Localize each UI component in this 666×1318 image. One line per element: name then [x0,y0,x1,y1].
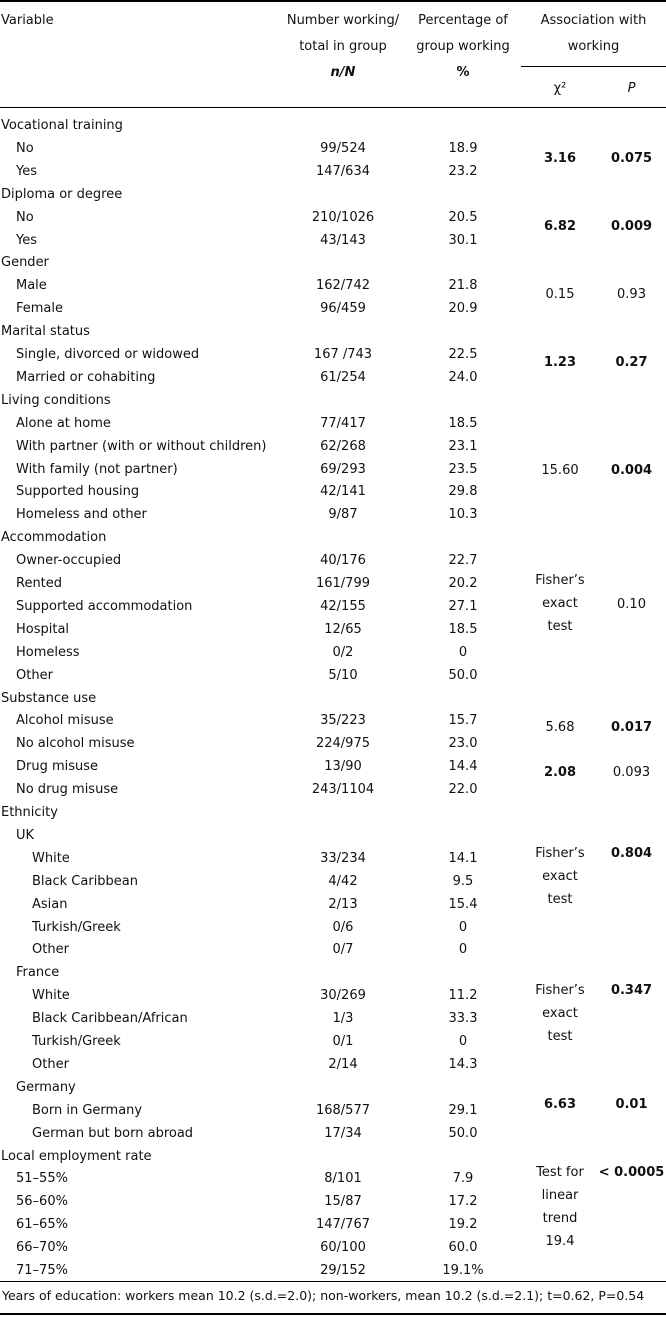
row-label: Female [16,301,64,316]
row-n-value: 15/87 [324,1194,362,1209]
row-label: Germany [16,1080,76,1095]
header-variable: Variable [1,13,54,28]
row-label: Alcohol misuse [16,713,114,728]
row-sublabel: White [32,988,70,1003]
assoc-subrule [521,66,666,67]
row-section-label: Ethnicity [1,805,58,820]
stat-p-uk: 0.804 [610,846,653,861]
row-label: Yes [16,233,37,248]
row-label: Rented [16,576,63,591]
row-n-value: 29/152 [320,1263,366,1278]
row-label: No [16,210,34,225]
stat-test-uk-3: test [547,892,573,907]
stat-chi-diploma: 6.82 [543,219,577,234]
row-pct-value: 20.9 [448,301,478,316]
stat-test-emp-2: linear [541,1188,579,1203]
row-pct-value: 27.1 [448,599,478,614]
row-label: Supported housing [16,484,140,499]
row-n-value: 12/65 [324,622,362,637]
row-pct-value: 18.5 [448,622,478,637]
row-section-label: Marital status [1,324,90,339]
header-n-line1: Number working/ [286,13,400,28]
row-pct-value: 10.3 [448,507,478,522]
header-assoc-line2: working [567,39,620,54]
row-section-label: Vocational training [1,118,123,133]
row-label: Homeless and other [16,507,147,522]
stat-chi-vocational: 3.16 [543,151,577,166]
row-label: 51–55% [16,1171,68,1186]
row-pct-value: 0 [458,920,468,935]
row-label: No alcohol misuse [16,736,135,751]
row-n-value: 210/1026 [311,210,375,225]
header-rule [0,107,666,108]
row-n-value: 62/268 [320,439,366,454]
row-n-value: 224/975 [315,736,370,751]
row-pct-value: 15.4 [448,897,478,912]
stat-p-marital: 0.27 [615,355,648,370]
stat-p-germany: 0.01 [615,1097,648,1112]
row-pct-value: 19.2 [448,1217,478,1232]
row-pct-value: 0 [458,942,468,957]
row-pct-value: 29.1 [448,1103,478,1118]
row-section-label: Substance use [1,691,97,706]
stat-chi-emp: 19.4 [545,1234,575,1249]
row-n-value: 5/10 [328,668,358,683]
row-pct-value: 7.9 [452,1171,474,1186]
row-pct-value: 23.2 [448,164,478,179]
row-pct-value: 29.8 [448,484,478,499]
row-n-value: 0/1 [332,1034,354,1049]
stat-test-uk-2: exact [542,869,578,884]
row-label: Owner-occupied [16,553,122,568]
stat-chi-drug: 2.08 [543,765,577,780]
row-n-value: 60/100 [320,1240,366,1255]
row-pct-value: 18.5 [448,416,478,431]
stat-p-vocational: 0.075 [610,151,653,166]
stat-test-france-2: exact [542,1006,578,1021]
row-sublabel: Black Caribbean/African [32,1011,188,1026]
row-label: 71–75% [16,1263,68,1278]
stat-p-accom: 0.10 [617,597,646,612]
footnote-rule [0,1281,666,1282]
row-sublabel: Black Caribbean [32,874,139,889]
stat-chi-alcohol: 5.68 [545,720,575,735]
stat-chi-gender: 0.15 [545,287,575,302]
row-pct-value: 50.0 [448,1126,478,1141]
row-n-value: 96/459 [320,301,366,316]
footnote: Years of education: workers mean 10.2 (s.d.=2.0); non-workers, mean 10.2 (s.d.=2.1); t=0.62, P=0.54 [2,1288,645,1303]
stat-test-emp-3: trend [542,1211,578,1226]
row-pct-value: 22.5 [448,347,478,362]
row-section-label: Diploma or degree [1,187,123,202]
row-label: Homeless [16,645,80,660]
row-n-value: 13/90 [324,759,362,774]
header-pct-line3: % [456,65,470,80]
row-label: Male [16,278,47,293]
stat-p-france: 0.347 [610,983,653,998]
row-n-value: 147/767 [315,1217,370,1232]
row-pct-value: 21.8 [448,278,478,293]
stat-test-uk-1: Fisher’s [535,846,585,861]
row-pct-value: 24.0 [448,370,478,385]
header-chi: χ² [553,81,567,96]
row-pct-value: 15.7 [448,713,478,728]
stat-test-france-1: Fisher’s [535,983,585,998]
row-sublabel: Other [32,1057,69,1072]
stat-test-accom-1: Fisher’s [535,573,585,588]
row-label: 61–65% [16,1217,68,1232]
row-label: No [16,141,34,156]
stat-p-gender: 0.93 [617,287,646,302]
header-pval: P [627,81,636,96]
row-label: No drug misuse [16,782,119,797]
row-n-value: 161/799 [315,576,370,591]
row-section-label: Gender [1,255,49,270]
stat-chi-living: 15.60 [541,463,579,478]
row-pct-value: 19.1% [442,1263,484,1278]
row-label: Yes [16,164,37,179]
row-n-value: 9/87 [328,507,358,522]
row-pct-value: 30.1 [448,233,478,248]
row-pct-value: 17.2 [448,1194,478,1209]
row-n-value: 43/143 [320,233,366,248]
row-sublabel: Turkish/Greek [32,1034,121,1049]
row-section-label: Living conditions [1,393,111,408]
row-sublabel: German but born abroad [32,1126,194,1141]
row-label: 56–60% [16,1194,68,1209]
row-n-value: 0/6 [332,920,354,935]
row-pct-value: 22.7 [448,553,478,568]
row-label: UK [16,828,35,843]
header-n-line2: total in group [299,39,387,54]
row-n-value: 40/176 [320,553,366,568]
row-n-value: 30/269 [320,988,366,1003]
row-pct-value: 23.1 [448,439,478,454]
stat-p-emp: < 0.0005 [598,1165,665,1180]
stat-p-living: 0.004 [610,463,653,478]
row-sublabel: Turkish/Greek [32,920,121,935]
row-pct-value: 23.0 [448,736,478,751]
row-pct-value: 9.5 [452,874,474,889]
row-n-value: 167 /743 [313,347,373,362]
row-n-value: 42/155 [320,599,366,614]
row-n-value: 17/34 [324,1126,362,1141]
row-n-value: 2/14 [328,1057,358,1072]
row-sublabel: Other [32,942,69,957]
row-pct-value: 20.2 [448,576,478,591]
row-n-value: 243/1104 [311,782,375,797]
row-n-value: 168/577 [315,1103,370,1118]
row-label: With family (not partner) [16,462,178,477]
stat-test-france-3: test [547,1029,573,1044]
top-rule [0,0,666,2]
stat-p-drug: 0.093 [612,765,651,780]
row-pct-value: 22.0 [448,782,478,797]
row-n-value: 8/101 [324,1171,362,1186]
row-n-value: 0/7 [332,942,354,957]
row-n-value: 42/141 [320,484,366,499]
row-pct-value: 0 [458,645,468,660]
stat-test-accom-2: exact [542,596,578,611]
row-label: Married or cohabiting [16,370,156,385]
row-sublabel: Born in Germany [32,1103,143,1118]
stat-p-alcohol: 0.017 [610,720,653,735]
row-pct-value: 20.5 [448,210,478,225]
row-label: Drug misuse [16,759,99,774]
header-pct-line1: Percentage of [418,13,508,28]
row-n-value: 2/13 [328,897,358,912]
row-label: Other [16,668,53,683]
row-label: Single, divorced or widowed [16,347,200,362]
row-pct-value: 11.2 [448,988,478,1003]
stat-test-emp-1: Test for [536,1165,584,1180]
row-n-value: 99/524 [320,141,366,156]
stat-chi-marital: 1.23 [543,355,577,370]
header-n-line3: n/N [330,65,356,80]
row-label: Supported accommodation [16,599,193,614]
bottom-rule [0,1313,666,1315]
row-pct-value: 18.9 [448,141,478,156]
row-n-value: 4/42 [328,874,358,889]
stat-chi-germany: 6.63 [543,1097,577,1112]
row-n-value: 162/742 [315,278,370,293]
row-label: With partner (with or without children) [16,439,267,454]
row-n-value: 33/234 [320,851,366,866]
stat-test-accom-3: test [547,619,573,634]
row-label: France [16,965,60,980]
row-label: Alone at home [16,416,111,431]
row-sublabel: Asian [32,897,68,912]
row-pct-value: 14.1 [448,851,478,866]
row-pct-value: 0 [458,1034,468,1049]
row-pct-value: 14.3 [448,1057,478,1072]
row-n-value: 61/254 [320,370,366,385]
row-label: 66–70% [16,1240,68,1255]
row-n-value: 0/2 [332,645,354,660]
row-sublabel: White [32,851,70,866]
row-n-value: 77/417 [320,416,366,431]
row-section-label: Local employment rate [1,1149,152,1164]
row-n-value: 69/293 [320,462,366,477]
row-label: Hospital [16,622,70,637]
row-pct-value: 14.4 [448,759,478,774]
header-pct-line2: group working [416,39,510,54]
stat-p-diploma: 0.009 [610,219,653,234]
row-section-label: Accommodation [1,530,107,545]
row-n-value: 1/3 [332,1011,354,1026]
row-pct-value: 50.0 [448,668,478,683]
row-n-value: 147/634 [315,164,370,179]
row-n-value: 35/223 [320,713,366,728]
row-pct-value: 33.3 [448,1011,478,1026]
header-assoc-line1: Association with [540,13,647,28]
row-pct-value: 60.0 [448,1240,478,1255]
row-pct-value: 23.5 [448,462,478,477]
